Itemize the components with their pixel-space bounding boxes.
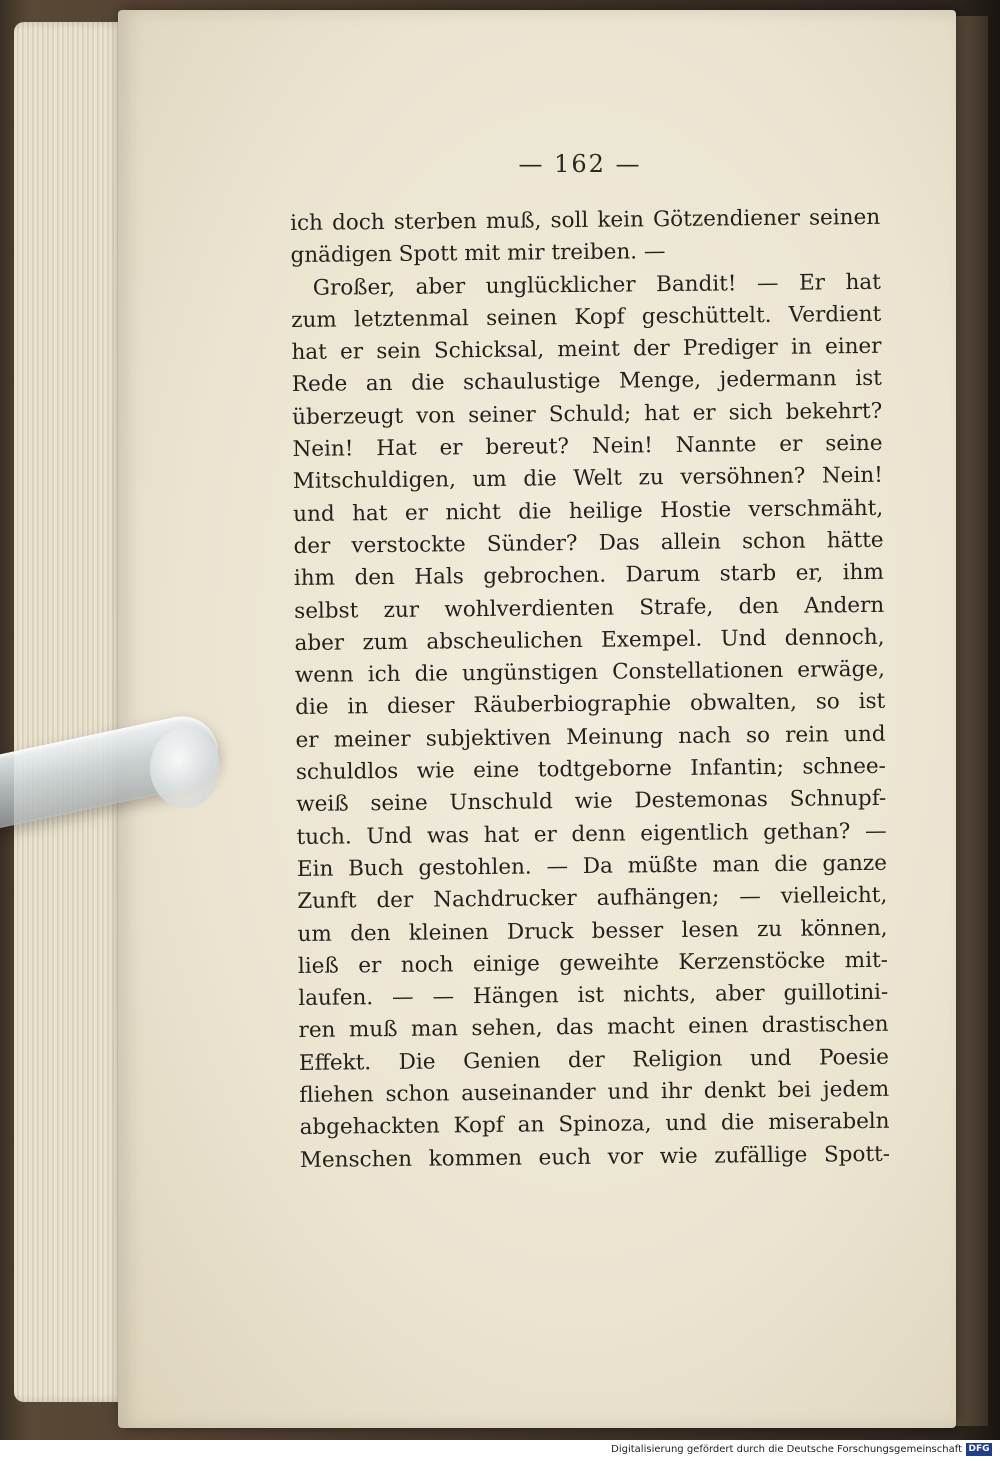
text-line: hat er sein Schicksal, meint der Prediger in einer	[291, 334, 882, 366]
text-line: wenn ich die ungünstigen Constellationen erwäge,	[294, 656, 885, 689]
page-holder-clip-tip	[150, 728, 220, 808]
text-line: um den kleinen Druck besser lesen zu können,	[297, 915, 888, 947]
text-line: abgehackten Kopf an Spinoza, und die miserabeln	[299, 1109, 890, 1141]
text-line: Nein! Hat er bereut? Nein! Nannte er seine	[292, 430, 883, 463]
text-line: aber zum abscheulichen Exempel. Und dennoch,	[294, 624, 885, 656]
text-line: die in dieser Räuberbiographie obwalten, so ist	[295, 689, 886, 721]
text-line: fliehen schon auseinander und ihr denkt bei jedem	[299, 1076, 890, 1108]
text-line: der verstockte Sünder? Das allein schon hätte	[293, 527, 884, 559]
text-line: ihm den Hals gebrochen. Darum starb er, ihm	[293, 560, 884, 592]
text-line: laufen. — — Hängen ist nichts, aber guillotini-	[298, 979, 889, 1012]
text-line: er meiner subjektiven Meinung nach so rein und	[295, 721, 886, 753]
text-line: Menschen kommen euch vor wie zufällige Spott-	[299, 1141, 891, 1173]
text-line: tuch. Und was hat er denn eigentlich gethan? —	[296, 818, 887, 850]
text-line: ließ er noch einige geweihte Kerzenstöcke mit-	[297, 947, 889, 979]
text-line: weiß seine Unschuld wie Destemonas Schnupf-	[296, 786, 887, 818]
text-line: Zunft der Nachdrucker aufhängen; — vielleicht,	[297, 883, 888, 915]
text-line: Ein Buch gestohlen. — Da müßte man die ganze	[296, 850, 888, 882]
footer-credit: Digitalisierung gefördert durch die Deutsche Forschungsgemeinschaft	[611, 1444, 962, 1455]
body-text	[290, 202, 890, 1177]
text-line: schuldlos wie eine todtgeborne Infantin; schnee-	[295, 753, 887, 786]
page-number-header: — 162 —	[518, 150, 642, 178]
text-line: Großer, aber unglücklicher Bandit! — Er hat	[312, 269, 881, 301]
text-line: und hat er nicht die heilige Hostie verschmäht,	[293, 495, 884, 527]
text-line: überzeugt von seiner Schuld; hat er sich bekehrt?	[292, 398, 883, 430]
text-line: ich doch sterben muß, soll kein Götzendiener seinen	[290, 204, 881, 236]
text-line: selbst zur wohlverdienten Strafe, den Andern	[294, 592, 885, 624]
dfg-logo: DFG	[966, 1443, 992, 1456]
text-line: gnädigen Spott mit mir treiben. —	[290, 239, 666, 269]
text-line: ren muß man sehen, das macht einen drastischen	[298, 1012, 889, 1044]
text-line: zum letztenmal seinen Kopf geschüttelt. Verdient	[291, 301, 882, 333]
text-line: Mitschuldigen, um die Welt zu versöhnen? Nein!	[292, 463, 883, 495]
text-line: Rede an die schaulustige Menge, jedermann ist	[291, 366, 882, 398]
text-line: Effekt. Die Genien der Religion und Poesie	[298, 1044, 890, 1076]
